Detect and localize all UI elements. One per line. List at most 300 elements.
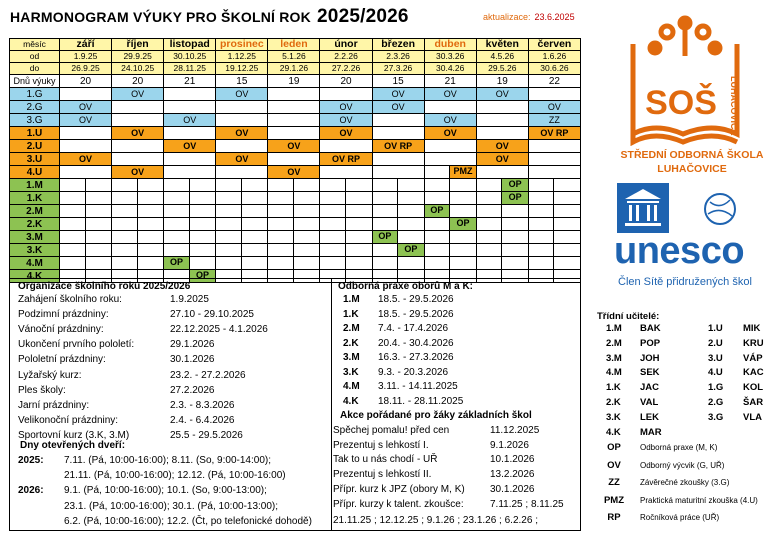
class-row xyxy=(10,244,581,257)
half-cell: OP xyxy=(502,192,528,204)
praxe-class: 4.M xyxy=(343,381,360,392)
schedule-cell xyxy=(216,244,268,257)
half-cell xyxy=(138,244,164,256)
teacher-class: 1.M xyxy=(606,323,622,334)
schedule-cell xyxy=(320,257,372,270)
action-date: 10.1.2026 xyxy=(490,454,535,466)
schedule-cell xyxy=(476,101,528,114)
teacher-class: 3.M xyxy=(606,352,622,364)
schedule-cell: OV xyxy=(424,127,476,140)
schedule-cell xyxy=(372,257,424,270)
teacher-name: JOH xyxy=(640,352,660,364)
legend-text: Praktická maturitní zkouška (4.U) xyxy=(640,495,758,505)
praxe-range: 9.3. - 20.3.2026 xyxy=(378,366,449,378)
half-cell xyxy=(190,179,216,191)
org-item-value: 27.2.2026 xyxy=(170,384,215,396)
schedule-cell xyxy=(320,231,372,244)
half-cell xyxy=(216,218,242,230)
half-cell xyxy=(529,179,555,191)
half-cell xyxy=(425,166,451,178)
half-cell xyxy=(268,205,294,217)
org-item-label: Zahájení školního roku: xyxy=(18,294,122,305)
month-row-cell: září xyxy=(60,39,112,51)
month-row-label: měsíc xyxy=(10,39,60,51)
half-cell xyxy=(294,244,320,256)
schedule-cell: OV xyxy=(216,153,268,166)
schedule-cell xyxy=(164,231,216,244)
from-row-label: od xyxy=(10,51,60,63)
schedule-cell xyxy=(372,166,424,179)
globe-icon xyxy=(700,190,740,228)
half-cell xyxy=(502,218,528,230)
schedule-cell: OV RP xyxy=(372,140,424,153)
half-cell xyxy=(190,231,216,243)
schedule-cell xyxy=(216,179,268,192)
open-day-text: 9.1. (Pá, 10:00-16:00); 10.1. (So, 9:00-13:00); xyxy=(64,485,267,497)
half-cell xyxy=(554,244,580,256)
org-item-label: Pololetní prázdniny: xyxy=(18,354,106,366)
teacher-name: LEK xyxy=(640,411,659,423)
org-item-value: 25.5 - 29.5.2026 xyxy=(170,429,243,441)
schedule-grid xyxy=(9,38,581,283)
teacher-class: 2.G xyxy=(708,397,724,408)
schedule-cell xyxy=(164,179,216,192)
schedule-cell: OV xyxy=(528,101,580,114)
schedule-cell: OV xyxy=(372,101,424,114)
open-day-year: 2026: xyxy=(18,485,44,497)
half-cell xyxy=(86,244,112,256)
schedule-cell xyxy=(424,218,476,231)
praxe-title: Odborná praxe oborů M a K: xyxy=(338,281,474,292)
schedule-cell xyxy=(372,218,424,231)
half-cell xyxy=(242,179,268,191)
half-cell xyxy=(242,218,268,230)
schedule-cell xyxy=(372,179,424,192)
days-cell: 20 xyxy=(320,75,372,88)
class-label: 1.K xyxy=(10,192,60,205)
to-row-cell: 19.12.25 xyxy=(216,63,268,75)
page-title xyxy=(10,6,409,28)
title-year: 2025/2026 xyxy=(317,6,409,27)
teacher-class: 4.M xyxy=(606,367,622,379)
praxe-range: 18.5. - 29.5.2026 xyxy=(378,308,454,320)
teacher-class: 4.U xyxy=(708,367,723,379)
schedule-cell xyxy=(424,166,476,179)
half-cell xyxy=(86,231,112,243)
half-cell xyxy=(112,192,138,204)
info-divider xyxy=(331,278,332,530)
org-item-label: Sportovní kurz (3.K, 3.M) xyxy=(18,429,130,441)
days-cell: 15 xyxy=(372,75,424,88)
half-cell xyxy=(529,205,555,217)
from-row-cell: 1.6.26 xyxy=(528,51,580,63)
teacher-name: SEK xyxy=(640,367,660,379)
org-item-value: 2.4. - 6.4.2026 xyxy=(170,414,235,426)
org-item-label: Ukončení prvního pololetí: xyxy=(18,339,135,351)
half-cell xyxy=(373,244,399,256)
half-cell xyxy=(502,257,528,269)
class-row xyxy=(10,101,581,114)
from-row-cell: 29.9.25 xyxy=(112,51,164,63)
half-cell xyxy=(216,179,242,191)
schedule-cell xyxy=(320,140,372,153)
schedule-cell xyxy=(528,153,580,166)
schedule-cell xyxy=(60,192,112,205)
half-cell xyxy=(477,205,503,217)
legend-code: OV xyxy=(607,459,621,471)
praxe-class: 2.M xyxy=(343,323,360,334)
schedule-cell xyxy=(60,166,112,179)
schedule-cell: OV xyxy=(476,88,528,101)
schedule-cell xyxy=(60,257,112,270)
half-cell: OP xyxy=(164,257,190,269)
half-cell xyxy=(320,257,346,269)
half-cell: PMZ xyxy=(450,166,476,178)
half-cell xyxy=(138,205,164,217)
half-cell xyxy=(242,192,268,204)
half-cell xyxy=(294,192,320,204)
from-row-cell: 5.1.26 xyxy=(268,51,320,63)
teacher-name: VÁP xyxy=(743,352,763,364)
org-item-value: 23.2. - 27.2.2026 xyxy=(170,369,246,381)
legend-text: Ročníková práce (UŘ) xyxy=(640,513,720,522)
schedule-cell xyxy=(268,205,320,218)
teacher-name: POP xyxy=(640,337,661,349)
temple-icon xyxy=(617,183,669,233)
teacher-name: KAC xyxy=(743,367,764,379)
teacher-class: 3.K xyxy=(606,411,621,423)
class-label: 4.U xyxy=(10,166,60,179)
org-item-label: Velikonoční prázdniny: xyxy=(18,414,119,426)
to-row-cell: 24.10.25 xyxy=(112,63,164,75)
half-cell xyxy=(242,231,268,243)
schedule-cell xyxy=(216,166,268,179)
half-cell xyxy=(320,244,346,256)
to-row-cell: 29.1.26 xyxy=(268,63,320,75)
schedule-cell xyxy=(60,179,112,192)
schedule-cell xyxy=(528,244,580,257)
schedule-cell xyxy=(164,192,216,205)
schedule-cell xyxy=(60,88,112,101)
schedule-cell xyxy=(320,244,372,257)
half-cell: OP xyxy=(450,218,476,230)
half-cell xyxy=(450,192,476,204)
to-row-cell: 29.5.26 xyxy=(476,63,528,75)
teacher-name: ŠAR xyxy=(743,397,764,408)
school-name-line2: LUHAČOVICE xyxy=(657,163,727,175)
half-cell xyxy=(164,192,190,204)
schedule-cell xyxy=(60,218,112,231)
from-row-cell: 2.3.26 xyxy=(372,51,424,63)
half-cell xyxy=(164,231,190,243)
from-row-cell: 4.5.26 xyxy=(476,51,528,63)
legend-code: RP xyxy=(607,512,621,523)
open-day-text: 6.2. (Pá, 10:00-16:00); 12.2. (Čt, po telefonické dohodě) xyxy=(64,515,312,527)
half-cell xyxy=(398,218,424,230)
class-row xyxy=(10,166,581,179)
action-label: Přípr. kurzy k talent. zkoušce: xyxy=(333,498,464,510)
half-cell: OP xyxy=(190,270,216,282)
schedule-cell xyxy=(372,244,424,257)
schedule-cell xyxy=(372,153,424,166)
from-row-cell: 1.12.25 xyxy=(216,51,268,63)
open-day-text: 21.11. (Pá, 10:00-16:00); 12.12. (Pá, 10:00-16:00) xyxy=(64,470,286,482)
half-cell xyxy=(346,205,372,217)
org-item-label: Vánoční prázdniny: xyxy=(18,324,104,336)
open-day-text: 23.1. (Pá, 10:00-16:00); 30.1. (Pá, 10:00-13:00); xyxy=(64,500,279,512)
praxe-range: 18.5. - 29.5.2026 xyxy=(378,294,454,305)
schedule-cell xyxy=(268,257,320,270)
from-row-cell: 30.3.26 xyxy=(424,51,476,63)
month-row-cell: červen xyxy=(528,39,580,51)
half-cell xyxy=(398,231,424,243)
half-cell xyxy=(112,179,138,191)
half-cell xyxy=(554,179,580,191)
schedule-cell xyxy=(216,231,268,244)
half-cell xyxy=(425,179,451,191)
logo-text: SOŠ xyxy=(645,84,717,122)
class-row xyxy=(10,88,581,101)
schedule-cell xyxy=(528,140,580,153)
half-cell: OP xyxy=(502,179,528,191)
half-cell xyxy=(242,205,268,217)
praxe-class: 1.K xyxy=(343,308,359,320)
days-cell: 22 xyxy=(528,75,580,88)
schedule-cell xyxy=(216,205,268,218)
schedule-cell xyxy=(216,114,268,127)
half-cell xyxy=(138,218,164,230)
schedule-cell xyxy=(372,114,424,127)
half-cell xyxy=(190,218,216,230)
praxe-class: 3.K xyxy=(343,366,359,378)
class-label: 1.U xyxy=(10,127,60,140)
half-cell xyxy=(138,192,164,204)
schedule-cell xyxy=(60,244,112,257)
schedule-cell xyxy=(112,153,164,166)
action-date: 13.2.2026 xyxy=(490,469,535,481)
schedule-cell xyxy=(112,257,164,270)
action-date: 7.11.25 ; 8.11.25 xyxy=(490,498,564,510)
half-cell xyxy=(450,244,476,256)
schedule-cell xyxy=(164,205,216,218)
schedule-cell: OV xyxy=(164,114,216,127)
schedule-cell xyxy=(372,127,424,140)
schedule-cell xyxy=(372,192,424,205)
half-cell xyxy=(86,218,112,230)
legend-code: OP xyxy=(607,442,621,453)
month-row-cell: prosinec xyxy=(216,39,268,51)
schedule-cell: OV xyxy=(112,166,164,179)
schedule-cell xyxy=(112,231,164,244)
half-cell xyxy=(268,244,294,256)
schedule-cell xyxy=(528,88,580,101)
class-row xyxy=(10,257,581,270)
action-date: 11.12.2025 xyxy=(490,425,540,436)
school-name-line1: STŘEDNÍ ODBORNÁ ŠKOLA xyxy=(620,149,764,161)
schedule-cell xyxy=(268,231,320,244)
half-cell xyxy=(398,205,424,217)
schedule-cell xyxy=(112,101,164,114)
schedule-cell xyxy=(424,244,476,257)
org-item-label: Ples školy: xyxy=(18,384,66,396)
half-cell xyxy=(502,244,528,256)
schedule-cell xyxy=(424,205,476,218)
half-cell xyxy=(450,257,476,269)
unesco-wordmark: unesco xyxy=(614,230,745,272)
teacher-class: 3.U xyxy=(708,352,723,364)
update-date: 23.6.2025 xyxy=(534,12,575,22)
schedule-cell: OV xyxy=(60,101,112,114)
class-row xyxy=(10,218,581,231)
half-cell xyxy=(138,231,164,243)
from-row-cell: 30.10.25 xyxy=(164,51,216,63)
schedule-cell xyxy=(216,101,268,114)
open-day-text: 7.11. (Pá, 10:00-16:00); 8.11. (So, 9:00-14:00); xyxy=(64,455,271,466)
schedule-cell xyxy=(424,153,476,166)
month-row-cell: listopad xyxy=(164,39,216,51)
schedule-cell xyxy=(424,101,476,114)
schedule-cell xyxy=(164,166,216,179)
schedule-cell xyxy=(216,257,268,270)
half-cell xyxy=(529,244,555,256)
teacher-name: JAC xyxy=(640,382,660,394)
half-cell xyxy=(164,179,190,191)
half-cell xyxy=(216,192,242,204)
schedule-cell xyxy=(320,88,372,101)
schedule-cell xyxy=(112,244,164,257)
schedule-cell xyxy=(424,140,476,153)
schedule-cell xyxy=(268,114,320,127)
class-row xyxy=(10,205,581,218)
month-row-cell: duben xyxy=(424,39,476,51)
half-cell xyxy=(190,192,216,204)
half-cell xyxy=(346,244,372,256)
schedule-cell xyxy=(476,205,528,218)
teacher-class: 2.K xyxy=(606,397,621,408)
half-cell xyxy=(529,231,555,243)
schedule-cell xyxy=(476,114,528,127)
schedule-cell xyxy=(268,218,320,231)
to-row-cell: 27.3.26 xyxy=(372,63,424,75)
schedule-cell: OV RP xyxy=(528,127,580,140)
half-cell xyxy=(60,218,86,230)
to-row xyxy=(10,63,581,75)
class-row xyxy=(10,179,581,192)
schedule-cell xyxy=(476,231,528,244)
schedule-cell xyxy=(268,192,320,205)
half-cell xyxy=(529,192,555,204)
to-row-label: do xyxy=(10,63,60,75)
half-cell xyxy=(86,192,112,204)
half-cell xyxy=(216,231,242,243)
half-cell xyxy=(112,218,138,230)
month-row-cell: březen xyxy=(372,39,424,51)
schedule-cell xyxy=(476,192,528,205)
days-cell: 20 xyxy=(60,75,112,88)
teacher-name: VLA xyxy=(743,411,762,423)
half-cell xyxy=(60,244,86,256)
schedule-cell xyxy=(528,179,580,192)
schedule-cell xyxy=(372,205,424,218)
schedule-cell xyxy=(320,218,372,231)
class-row xyxy=(10,153,581,166)
half-cell xyxy=(268,192,294,204)
update-label: aktualizace: xyxy=(483,12,531,22)
half-cell xyxy=(138,257,164,269)
praxe-range: 16.3. - 27.3.2026 xyxy=(378,352,454,363)
half-cell xyxy=(86,257,112,269)
half-cell xyxy=(294,218,320,230)
teacher-class: 1.K xyxy=(606,382,621,394)
days-cell: 20 xyxy=(112,75,164,88)
schedule-cell xyxy=(268,88,320,101)
schedule-cell xyxy=(60,231,112,244)
schedule-cell xyxy=(320,179,372,192)
org-item-label: Jarní prázdniny: xyxy=(18,399,90,411)
class-label: 3.U xyxy=(10,153,60,166)
schedule-cell xyxy=(476,127,528,140)
teacher-class: 4.K xyxy=(606,426,621,438)
action-label: Prezentuj s lehkostí II. xyxy=(333,469,432,481)
half-cell xyxy=(60,205,86,217)
half-cell xyxy=(216,205,242,217)
class-label: 2.U xyxy=(10,140,60,153)
days-cell: 19 xyxy=(268,75,320,88)
to-row-cell: 28.11.25 xyxy=(164,63,216,75)
title-text: HARMONOGRAM VÝUKY PRO ŠKOLNÍ ROK xyxy=(10,9,311,25)
schedule-cell xyxy=(268,101,320,114)
days-cell: 19 xyxy=(476,75,528,88)
logo-side-text: LUHAČOVICE xyxy=(729,76,739,136)
schedule-cell xyxy=(424,179,476,192)
schedule-cell: OV xyxy=(60,153,112,166)
class-label: 3.G xyxy=(10,114,60,127)
to-row-cell: 27.2.26 xyxy=(320,63,372,75)
days-cell: 21 xyxy=(424,75,476,88)
schedule-cell: OV xyxy=(216,88,268,101)
half-cell xyxy=(60,257,86,269)
org-item-label: Lyžařský kurz: xyxy=(18,369,82,381)
legend-text: Odborný výcvik (G, UŘ) xyxy=(640,460,725,470)
class-label: 4.M xyxy=(10,257,60,270)
days-cell: 15 xyxy=(216,75,268,88)
half-cell xyxy=(320,205,346,217)
schedule-cell: OV xyxy=(112,88,164,101)
half-cell xyxy=(398,192,424,204)
half-cell xyxy=(268,179,294,191)
half-cell xyxy=(294,257,320,269)
half-cell xyxy=(477,192,503,204)
action-label: Přípr. kurz k JPZ (obory M, K) xyxy=(333,483,465,495)
half-cell xyxy=(60,192,86,204)
half-cell xyxy=(294,205,320,217)
schedule-cell xyxy=(164,257,216,270)
schedule-cell xyxy=(60,127,112,140)
from-row-cell: 1.9.25 xyxy=(60,51,112,63)
schedule-cell: OV xyxy=(216,127,268,140)
schedule-cell xyxy=(268,179,320,192)
half-cell xyxy=(346,231,372,243)
praxe-class: 1.M xyxy=(343,294,360,305)
class-row xyxy=(10,231,581,244)
legend-text: Závěrečné zkoušky (3.G) xyxy=(640,478,730,487)
half-cell xyxy=(112,205,138,217)
schedule-cell: OV xyxy=(268,166,320,179)
class-label: 2.K xyxy=(10,218,60,231)
org-item-value: 2.3. - 8.3.2026 xyxy=(170,399,235,411)
half-cell xyxy=(373,218,399,230)
half-cell xyxy=(373,205,399,217)
